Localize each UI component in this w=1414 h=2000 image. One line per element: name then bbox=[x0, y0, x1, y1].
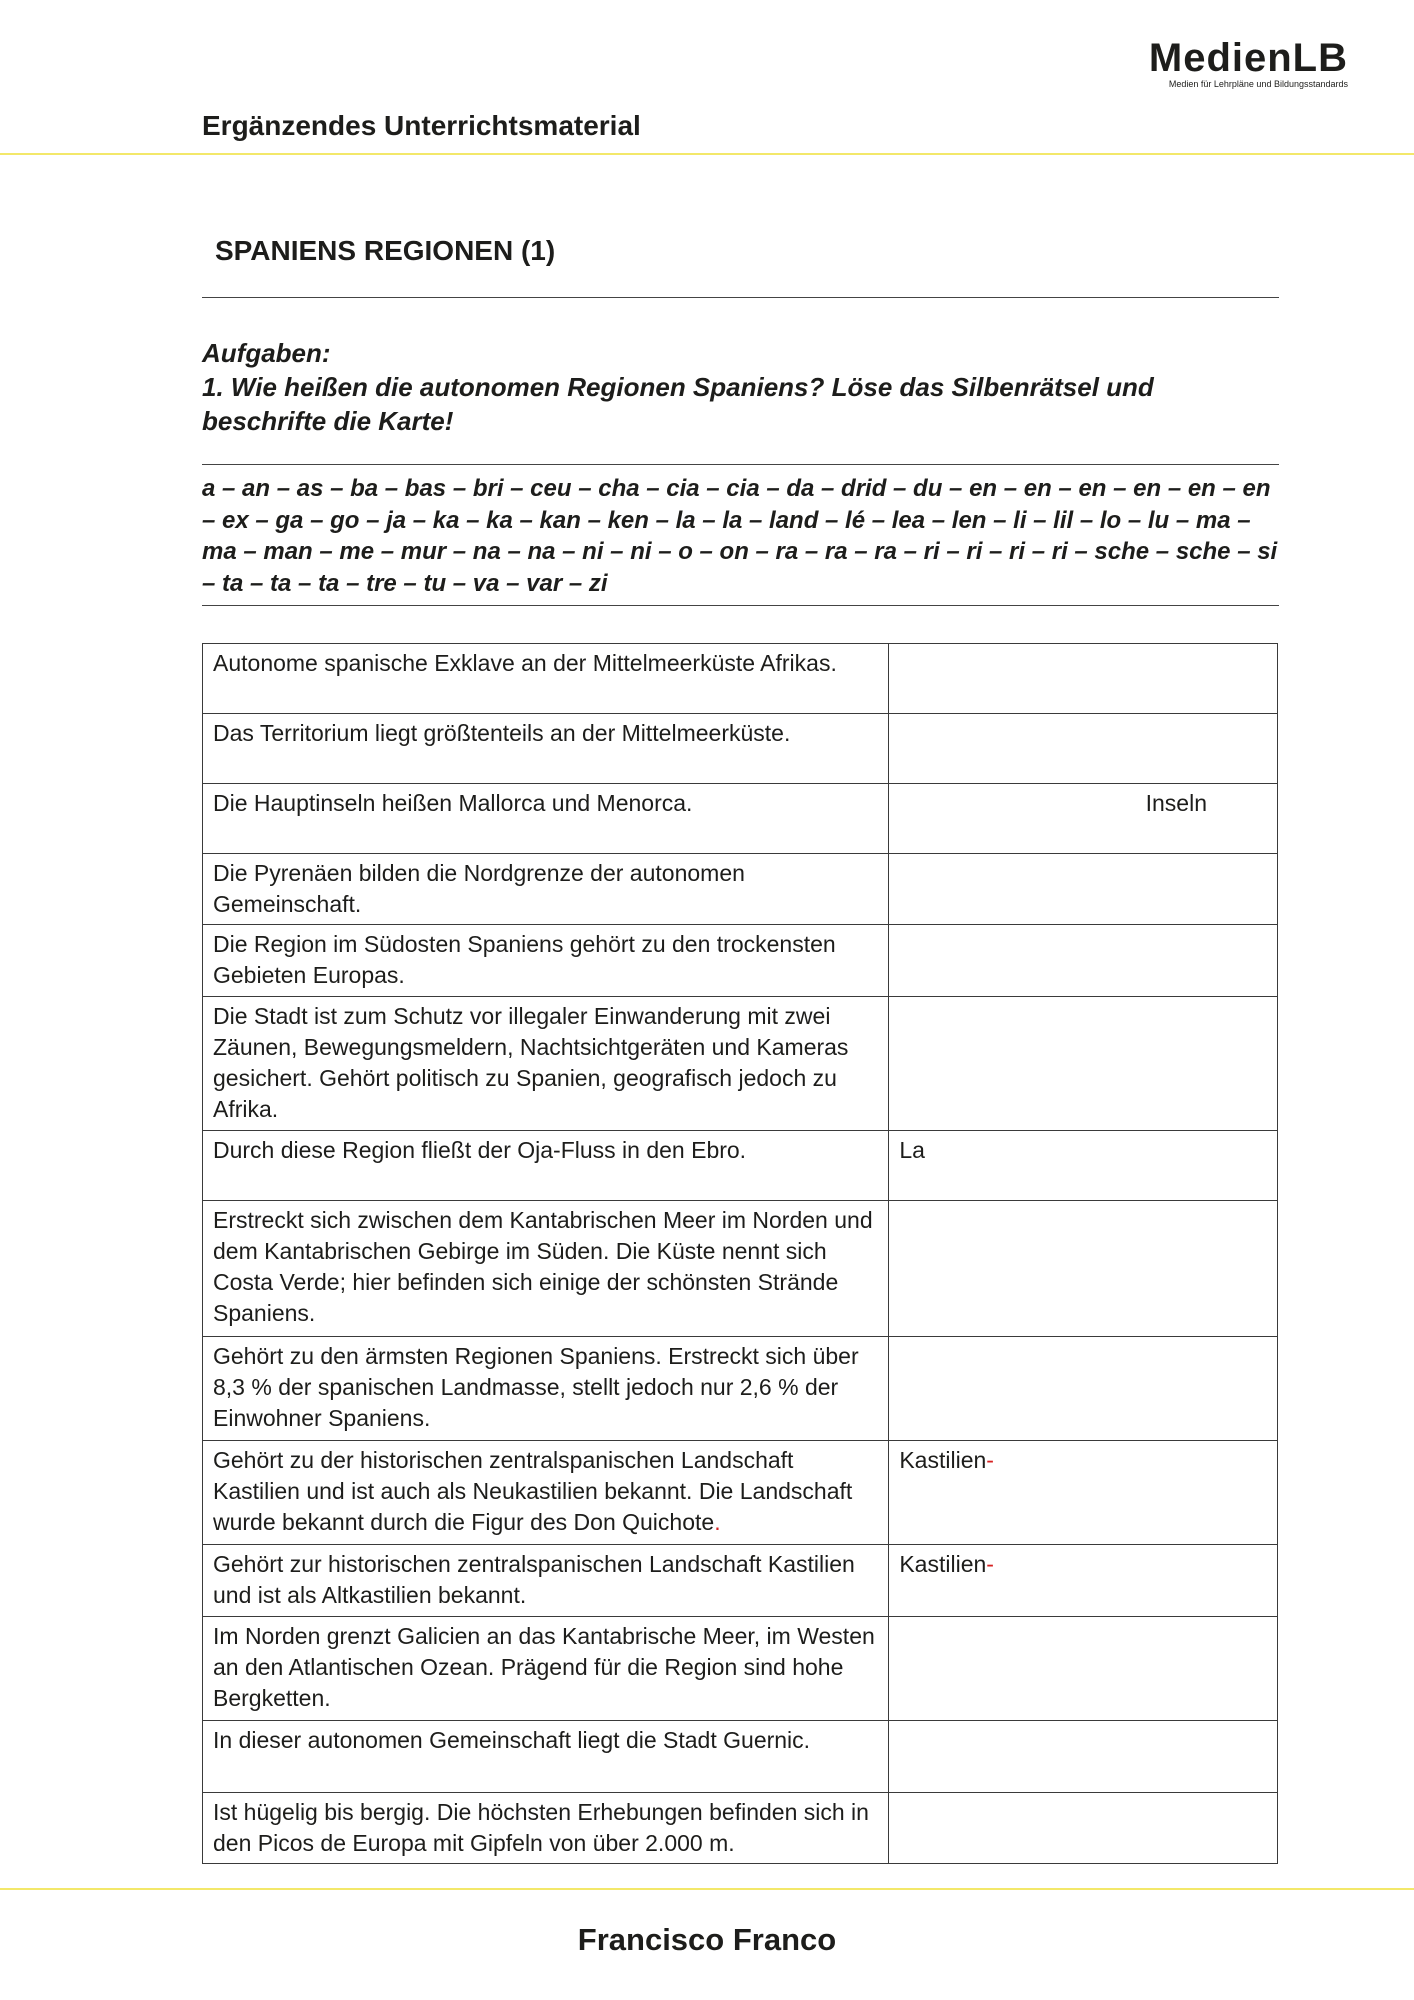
row-description-cell bbox=[203, 1545, 889, 1617]
row-description: Die Stadt ist zum Schutz vor illegaler Einwanderung mit zwei Zäunen, Bewegungsmeldern, Nachtsichtgeräten und Kameras gesichert. Gehört politisch zu Spanien, geografisch jedoch zu Afrika. bbox=[213, 1003, 849, 1122]
row-description-cell bbox=[203, 1441, 889, 1545]
row-description: Erstreckt sich zwischen dem Kantabrischen Meer im Norden und dem Kantabrischen Gebirge im Süden. Die Küste nennt sich Costa Verde; hier befinden sich einige der schönsten Strände Spaniens. bbox=[213, 1207, 873, 1326]
row-answer-cell[interactable] bbox=[889, 1793, 1278, 1864]
header-divider bbox=[0, 153, 1414, 155]
task-1: 1. Wie heißen die autonomen Regionen Spaniens? Löse das Silbenrätsel und beschrifte die Karte! bbox=[202, 372, 1154, 436]
row-description: Gehört zu der historischen zentralspanischen Landschaft Kastilien und ist auch als Neukastilien bekannt. Die Landschaft wurde bekannt durch die Figur des Don Quichote bbox=[213, 1447, 853, 1535]
row-description: Durch diese Region fließt der Oja-Fluss in den Ebro. bbox=[213, 1137, 747, 1163]
footer-divider bbox=[0, 1888, 1414, 1890]
row-answer-cell[interactable] bbox=[889, 644, 1278, 714]
row-answer-cell[interactable] bbox=[889, 1441, 1278, 1545]
header-title: Ergänzendes Unterrichtsmaterial bbox=[202, 110, 641, 141]
row-description-cell bbox=[203, 784, 889, 854]
row-description: Autonome spanische Exklave an der Mittelmeerküste Afrikas. bbox=[213, 650, 837, 676]
row-description-cell bbox=[203, 714, 889, 784]
row-answer-cell[interactable] bbox=[889, 784, 1278, 854]
row-answer-cell[interactable] bbox=[889, 925, 1278, 997]
row-answer-cell[interactable] bbox=[889, 1545, 1278, 1617]
regions-table-body bbox=[203, 644, 1278, 1864]
title-divider bbox=[202, 297, 1279, 298]
row-answer-cell[interactable] bbox=[889, 1337, 1278, 1441]
row-answer: La bbox=[899, 1137, 925, 1163]
sheet-title: SPANIENS REGIONEN (1) bbox=[215, 235, 556, 266]
red-marker: . bbox=[714, 1509, 721, 1535]
tasks-divider bbox=[202, 464, 1279, 465]
table-row bbox=[203, 1131, 1278, 1201]
table-row bbox=[203, 644, 1278, 714]
table-row bbox=[203, 1545, 1278, 1617]
row-description-cell bbox=[203, 925, 889, 997]
syllable-puzzle: a – an – as – ba – bas – bri – ceu – cha – cia – cia – da – drid – du – en – en – en – en – en – en – ex – ga – go – ja – ka – ka – kan – ken – la – la – land – lé – lea – len – li – lil – lo – lu – ma – ma – man – me – mur – na – na – ni – ni – o – on – ra – ra – ra – ri – ri – ri – ri – sche – sche – si – ta – ta – ta – tre – tu – va – var – zi bbox=[202, 475, 1278, 597]
table-row bbox=[203, 1721, 1278, 1793]
footer-name: Francisco Franco bbox=[577, 1922, 837, 1957]
row-description-cell bbox=[203, 1337, 889, 1441]
row-answer-cell[interactable] bbox=[889, 1721, 1278, 1793]
row-answer-cell[interactable] bbox=[889, 1201, 1278, 1337]
row-description: Die Hauptinseln heißen Mallorca und Menorca. bbox=[213, 790, 693, 816]
row-answer: Kastilien bbox=[899, 1447, 987, 1473]
table-row bbox=[203, 784, 1278, 854]
table-row bbox=[203, 1441, 1278, 1545]
row-answer: Inseln bbox=[1145, 790, 1207, 816]
syllables-divider bbox=[202, 605, 1279, 606]
row-description-cell bbox=[203, 1201, 889, 1337]
row-description: Das Territorium liegt größtenteils an der Mittelmeerküste. bbox=[213, 720, 791, 746]
logo-name: MedienLB bbox=[1148, 36, 1348, 80]
table-row bbox=[203, 1617, 1278, 1721]
row-description: Ist hügelig bis bergig. Die höchsten Erhebungen befinden sich in den Picos de Europa mit Gipfeln von über 2.000 m. bbox=[213, 1799, 869, 1856]
tasks-label: Aufgaben: bbox=[202, 338, 331, 368]
row-answer: Kastilien bbox=[899, 1551, 987, 1577]
logo-tagline: Medien für Lehrpläne und Bildungsstandards bbox=[1168, 79, 1348, 89]
row-description-cell bbox=[203, 854, 889, 925]
table-row bbox=[203, 854, 1278, 925]
row-description: Die Pyrenäen bilden die Nordgrenze der autonomen Gemeinschaft. bbox=[213, 860, 745, 917]
table-row bbox=[203, 1337, 1278, 1441]
regions-table bbox=[202, 643, 1278, 1864]
row-answer-cell[interactable] bbox=[889, 1131, 1278, 1201]
row-description-cell bbox=[203, 1793, 889, 1864]
table-row bbox=[203, 714, 1278, 784]
red-marker: - bbox=[986, 1447, 994, 1473]
row-description-cell bbox=[203, 644, 889, 714]
row-description-cell bbox=[203, 1617, 889, 1721]
row-description: Die Region im Südosten Spaniens gehört zu den trockensten Gebieten Europas. bbox=[213, 931, 836, 988]
table-row bbox=[203, 1793, 1278, 1864]
row-answer-cell[interactable] bbox=[889, 714, 1278, 784]
row-description: In dieser autonomen Gemeinschaft liegt die Stadt Guernic. bbox=[213, 1727, 811, 1753]
row-answer-cell[interactable] bbox=[889, 854, 1278, 925]
row-answer-cell[interactable] bbox=[889, 1617, 1278, 1721]
medienlb-logo bbox=[1149, 38, 1348, 89]
row-answer-cell[interactable] bbox=[889, 997, 1278, 1131]
table-row bbox=[203, 1201, 1278, 1337]
row-description: Gehört zur historischen zentralspanischen Landschaft Kastilien und ist als Altkastilien bekannt. bbox=[213, 1551, 855, 1608]
table-row bbox=[203, 925, 1278, 997]
row-description-cell bbox=[203, 997, 889, 1131]
table-row bbox=[203, 997, 1278, 1131]
row-description-cell bbox=[203, 1721, 889, 1793]
row-description-cell bbox=[203, 1131, 889, 1201]
row-description: Gehört zu den ärmsten Regionen Spaniens. Erstreckt sich über 8,3 % der spanischen Landmasse, stellt jedoch nur 2,6 % der Einwohner Spaniens. bbox=[213, 1343, 859, 1431]
red-marker: - bbox=[986, 1551, 994, 1577]
tasks-block bbox=[202, 336, 1279, 438]
row-description: Im Norden grenzt Galicien an das Kantabrische Meer, im Westen an den Atlantischen Ozean. Prägend für die Region sind hohe Bergketten. bbox=[213, 1623, 875, 1711]
